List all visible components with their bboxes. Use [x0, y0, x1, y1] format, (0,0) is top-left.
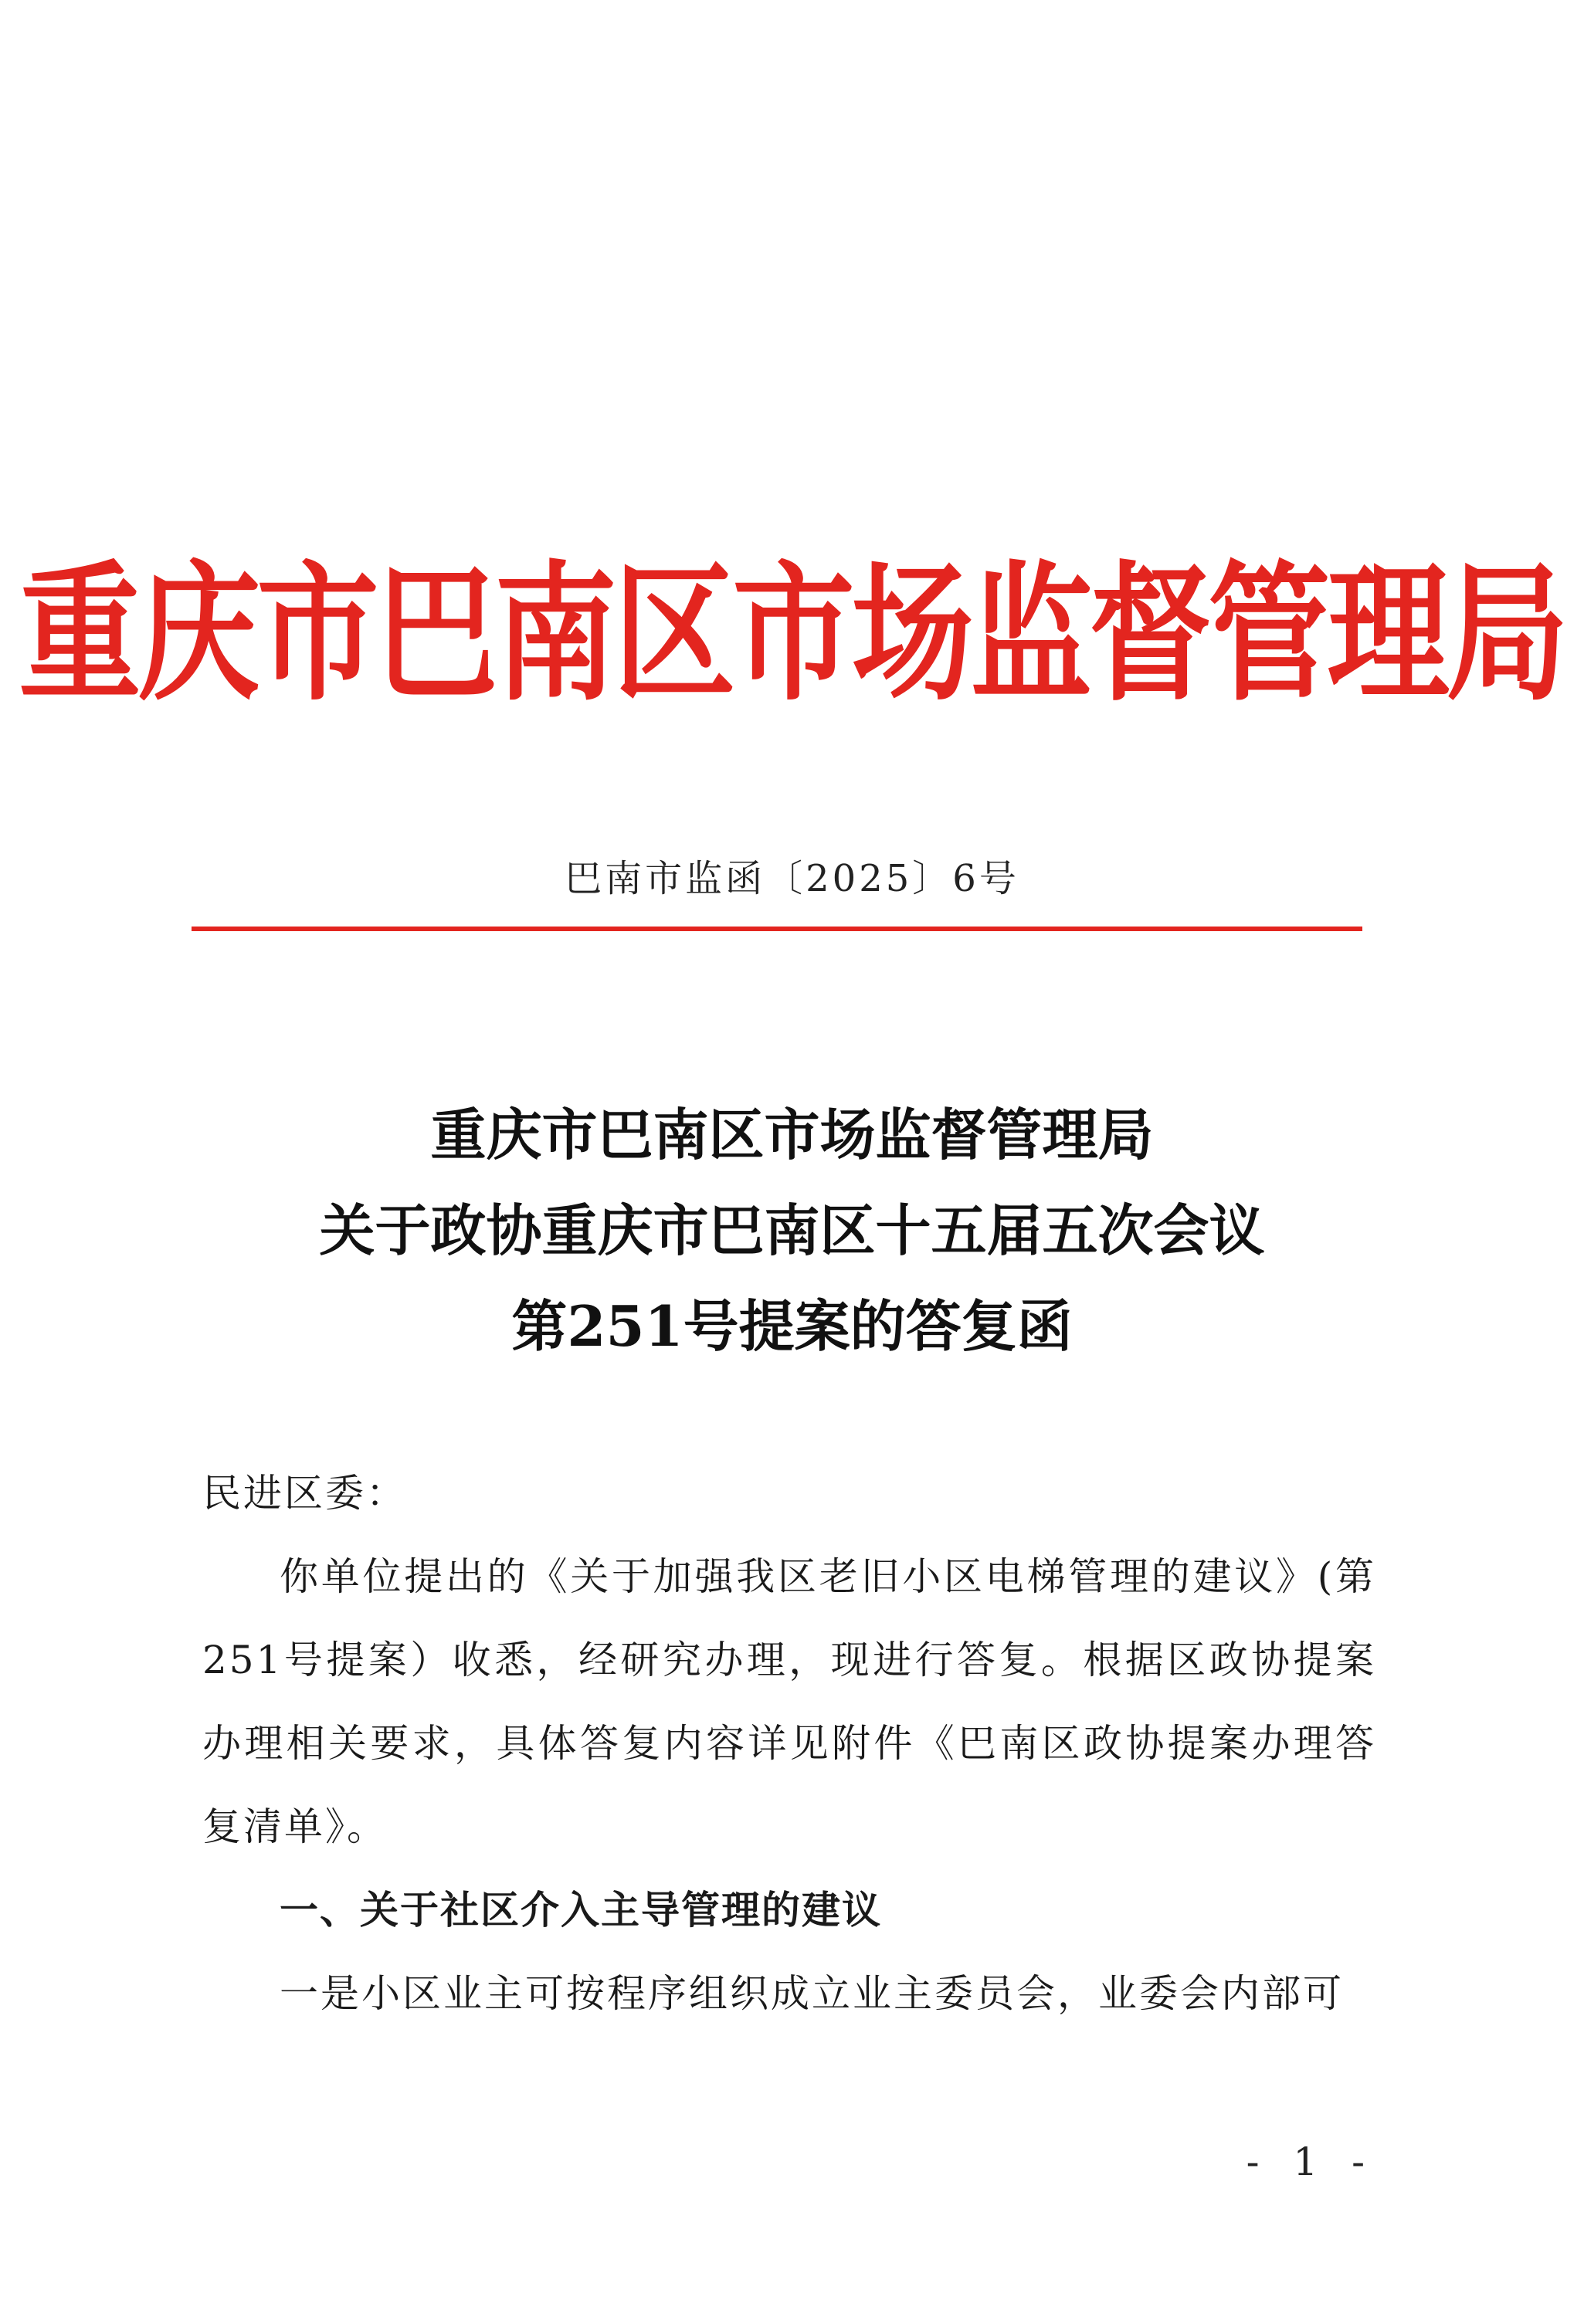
- body-paragraph-2: 一是小区业主可按程序组织成立业主委员会，业委会内部可: [280, 1971, 1344, 2016]
- page-number: - 1 -: [1246, 2139, 1375, 2184]
- document-body: [202, 1452, 1376, 2035]
- document-title: [0, 1087, 1584, 1374]
- title-line-2: 关于政协重庆市巴南区十五届五次会议: [319, 1198, 1265, 1263]
- section-heading-1: 一、关于社区介入主导管理的建议: [280, 1888, 882, 1933]
- title-line-3: 第251号提案的答复函: [511, 1293, 1073, 1359]
- body-paragraph-1: 你单位提出的《关于加强我区老旧小区电梯管理的建议》(第251号提案）收悉，经研究办理，现进行答复。根据区政协提案办理相关要求，具体答复内容详见附件《巴南区政协提案办理答复清单》。: [202, 1554, 1376, 1849]
- title-line-1: 重庆市巴南区市场监督管理局: [430, 1102, 1154, 1167]
- document-number: 巴南市监函〔2025〕6号: [565, 857, 1019, 900]
- red-separator-line: [192, 927, 1362, 931]
- salutation: 民进区委：: [202, 1471, 407, 1516]
- agency-red-header: 重庆市巴南区市场监督管理局: [19, 547, 1565, 722]
